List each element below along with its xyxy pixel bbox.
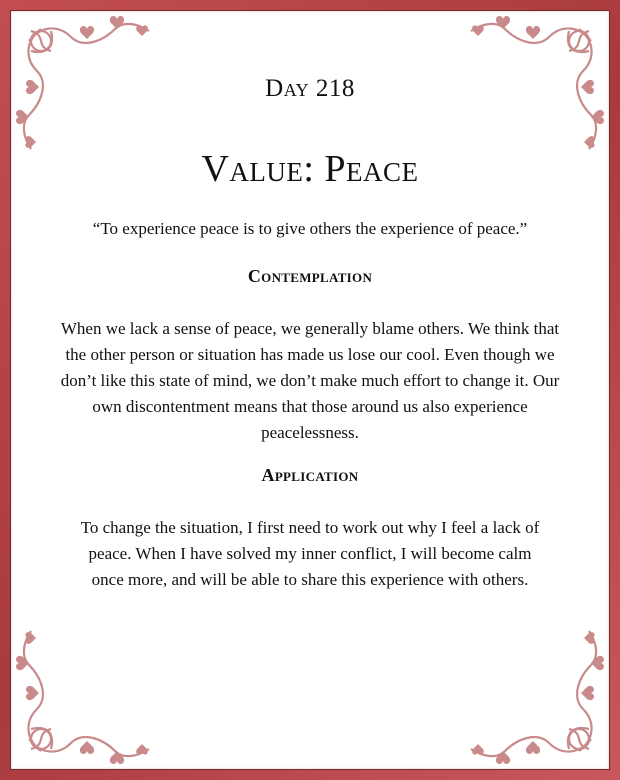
quote-text: “To experience peace is to give others the experience of peace.” [92,219,528,238]
corner-ornament-bottom-right [459,599,609,769]
application-heading: Application [261,465,359,485]
contemplation-heading: Contemplation [247,266,373,286]
day-heading: Day 218 [265,75,355,102]
page-card [10,10,610,770]
contemplation-text: When we lack a sense of peace, we generally blame others. We think that the other person or situation has made us lose our cool. Even though we don’t like this state of mind, we don’t make much effort to change it. Our own discontentment means that those around us also experience peacelessness. [60,319,560,442]
corner-ornament-bottom-left [11,599,161,769]
application-text: To change the situation, I first need to work out why I feel a lack of peace. When I have solved my inner conflict, I will become calm once more, and will be able to share this experience with others. [80,518,540,589]
value-title: Value: Peace [201,148,419,190]
